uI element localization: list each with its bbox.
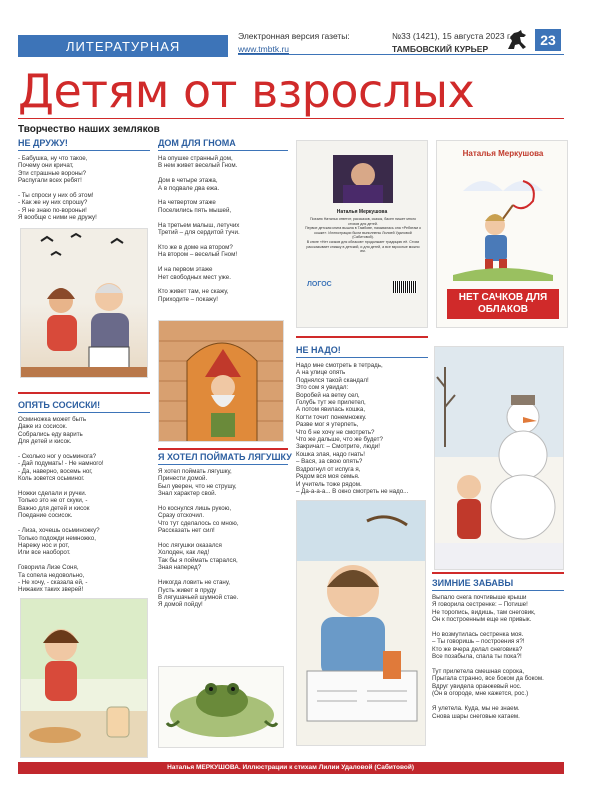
poem-text: - Бабушка, ну что такое, Почему они кричат, Эти страшные вороны? Распугали всех ребят! - Ты спроси у них об этом! - Как же ну них спрошу? - Я не знаю по-вороньи! Я вообще с ними не дружу! xyxy=(18,155,97,222)
illustration-grandma-crows xyxy=(20,228,148,378)
illustration-boy-window xyxy=(296,500,426,746)
poem-heading: ДОМ ДЛЯ ГНОМА xyxy=(158,138,236,148)
edition-info xyxy=(238,30,350,56)
page-number: 23 xyxy=(535,29,561,51)
title-rule xyxy=(18,118,564,119)
edition-url[interactable]: www.tmbtk.ru xyxy=(238,44,290,54)
illustration-girl-sausages xyxy=(20,598,148,758)
heading-rule xyxy=(158,464,288,465)
edition-label: Электронная версия газеты: xyxy=(238,31,350,41)
header-rule xyxy=(238,54,564,55)
paper-name: ТАМБОВСКИЙ КУРЬЕР xyxy=(392,44,489,54)
poem-text: Я хотел поймать лягушку, Принести домой. Был уверен, что не струшу, Знал характер свой. Но коснулся лишь рукою, Сразу отскочил. Что тут сделалось со мною, Рассказать нет сил! Нос лягушки оказался Холоден, как лед! Так бы я поймать старался, Зная наперед? Никогда ловить не стану, Пусть живет в пруду В лягушачьей шумной стае. Я домой пойду! xyxy=(158,468,239,609)
section-redline xyxy=(432,572,564,574)
book-front-cover xyxy=(436,140,568,328)
issue-number: №33 (1421), 15 августа 2023 г. xyxy=(392,31,512,41)
section-tab: ЛИТЕРАТУРНАЯ xyxy=(18,35,228,57)
back-author: Наталья Меркушова xyxy=(336,209,388,215)
issue-info xyxy=(392,30,511,56)
horse-logo-icon xyxy=(504,29,530,51)
poem-heading: ЗИМНИЕ ЗАБАВЫ xyxy=(432,578,514,588)
book-cover-illustration xyxy=(453,171,553,281)
illustration-frog xyxy=(158,666,284,748)
poem-heading: Я ХОТЕЛ ПОЙМАТЬ ЛЯГУШКУ xyxy=(158,452,292,462)
heading-rule xyxy=(18,150,150,151)
book-back-cover xyxy=(296,140,428,328)
poem-heading: ОПЯТЬ СОСИСКИ! xyxy=(18,400,101,410)
page-subtitle: Творчество наших земляков xyxy=(18,124,160,135)
illustration-gnome-house xyxy=(158,320,284,442)
heading-rule xyxy=(432,590,564,591)
heading-rule xyxy=(296,357,428,358)
section-redline xyxy=(18,392,150,394)
section-redline xyxy=(296,336,428,338)
publisher-logo: ЛОГОС xyxy=(307,281,332,288)
poem-text: На опушке странный дом, В нем живет веселый Гном. Дом в четыре этажа, А в подвале два ежа. На четвертом этаже Поселились пять мышей, На третьем малыш, летучих Третий – для сердитой тучи. Кто же в доме на втором? На втором – веселый Гном! И на первом этаже Нет свободных мест уже. Кто живет там, не скажу, Приходите – покажу! xyxy=(158,155,240,303)
poem-heading: НЕ ДРУЖУ! xyxy=(18,138,68,148)
heading-rule xyxy=(158,150,288,151)
heading-rule xyxy=(18,412,150,413)
poem-heading: НЕ НАДО! xyxy=(296,345,341,355)
barcode-icon xyxy=(393,281,417,293)
poem-text: Выпало снега почтивыше крыши Я говорила сестренке: – Потише! Не торопись, видишь, там снеговик, Он к построенным еще не привык. Но возмутилась сестренка моя. – Ты говоришь – построения я?! Кто же вчера делал снеговика? Все позабыла, спала ты пока?! Тут прилетела смешная сорока, Прыгала странно, все боком да боком. Вдруг увидела оранжевый нос. (Он в огороде, мне кажется, рос.) Я улетела. Куда, мы не знаем. Снова шары снеговые катаем. xyxy=(432,594,544,720)
page-title: Детям от взрослых xyxy=(18,64,475,118)
section-redline xyxy=(158,448,288,450)
credits-bar: Наталья МЕРКУШОВА. Иллюстрации к стихам Лилии Удаловой (Сабитовой) xyxy=(18,762,564,774)
back-text: Поэзию Наталья ответит, рассказов, сказок, басен пишет много стихов для детей. Первое детская книга вышла в Тамбове, называлась она «Ребятам о кошке». Иллюстрации были выполнены Лилией Удаловой (Сабитовой). В книге «Нет сачков для облаков» продолжает традицию её. Стихи рассказывает книжку в детский, и для детей, а все взрослые можно им. xyxy=(305,217,421,254)
poem-text: Осминожка может быть Даже из сосисок. Собрались еду варить Для детей и кисок. - Сколько ног у осьминога? - Дай подумать! - Не намного! - Да, наверно, восемь ног, Коль зовется осьминог. Ножки сделали и ручки. Только это не от скуки, - Важно для детей и кисок Поедание сосисок. - Лиза, хочешь осьминожку? Только подожди немножко, Нарежу нос и рот, Или все наоборот. Говорила Лизе Соня, Та сопела недовольно, - Не хочу, - сказала ей, - Нижаких таких зверей! xyxy=(18,416,104,594)
book-author: Наталья Меркушова xyxy=(462,149,544,158)
author-photo xyxy=(333,155,393,203)
book-title: НЕТ САЧКОВ ДЛЯ ОБЛАКОВ xyxy=(447,289,559,319)
poem-text: Надо мне смотреть в тетрадь, А на улице опять Поднялся такой скандал! Это сом я увидал: Воробей на ветку сел, Голубь тут же прилетел, А потом явилась кошка, Когти точит понемножку. Разве мог я утерпеть, Что б не хочу не смотреть? Что же дальше, что же будет? Закричал: – Смотрите, люди! Кошка злая, надо гнать! – Вася, за свою опять? Вздрогнул от испуга я, Рядом вся моя семья. И учитель тоже рядом. – Да-а-а-а... В окно смотреть не надо... xyxy=(296,362,409,495)
illustration-snowman xyxy=(434,346,564,570)
